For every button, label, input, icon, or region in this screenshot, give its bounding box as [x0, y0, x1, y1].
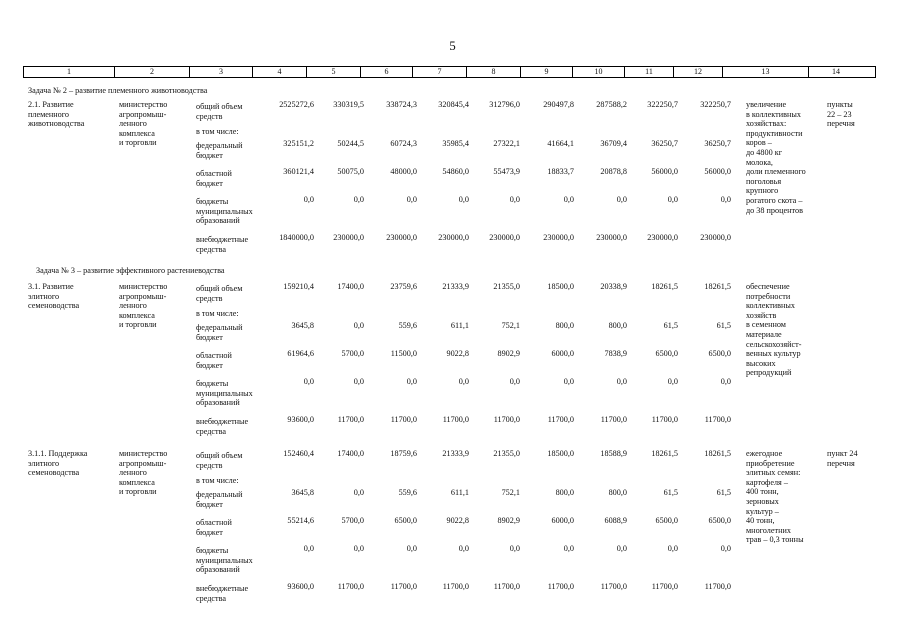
funding-source-label: средства [196, 426, 227, 436]
funding-source-label: образований [196, 398, 240, 408]
executor: ленного [119, 119, 147, 129]
funding-value: 230000,0 [386, 233, 417, 242]
executor: министерство [119, 449, 168, 458]
expected-result: венных культур [746, 349, 801, 359]
funding-value: 559,6 [398, 321, 417, 330]
funding-value: 800,0 [555, 321, 574, 330]
funding-value: 230000,0 [438, 233, 469, 242]
funding-value: 6500,0 [708, 349, 731, 358]
funding-value: 11700,0 [390, 415, 417, 424]
funding-source-label: бюджет [196, 178, 223, 188]
funding-source-label: муниципальных [196, 206, 253, 216]
funding-value: 55214,6 [287, 516, 314, 525]
funding-value: 322250,7 [700, 100, 731, 109]
executor: агропромыш- [119, 109, 167, 119]
funding-value: 752,1 [501, 321, 520, 330]
header-col-9: 9 [521, 67, 573, 77]
executor: комплекса [119, 310, 155, 320]
page-number: 5 [449, 38, 456, 53]
executor: агропромыш- [119, 291, 167, 301]
expected-result: высоких [746, 358, 776, 368]
funding-value: 36250,7 [704, 139, 731, 148]
funding-value: 0,0 [563, 377, 574, 386]
header-col-3: 3 [190, 67, 253, 77]
funding-value: 0,0 [509, 544, 520, 553]
header-col-5: 5 [307, 67, 361, 77]
funding-value: 752,1 [501, 488, 520, 497]
expected-result: материале [746, 330, 782, 339]
funding-source-label: бюджет [196, 499, 223, 509]
measure-name: элитного [28, 291, 60, 301]
expected-result: обеспечение [746, 282, 790, 291]
expected-result: рогатого скота – [746, 196, 803, 205]
expected-result: 400 тонн, [746, 487, 779, 497]
expected-result: трав – 0,3 тонны [746, 535, 804, 545]
funding-value: 18500,0 [547, 449, 574, 458]
executor: и торговли [119, 138, 157, 148]
expected-result: поголовья [746, 176, 782, 186]
funding-value: 611,1 [450, 321, 469, 330]
funding-value: 0,0 [616, 377, 627, 386]
funding-value: 61,5 [716, 321, 731, 330]
funding-value: 0,0 [406, 195, 417, 204]
funding-value: 0,0 [406, 544, 417, 553]
funding-value: 18261,5 [651, 282, 678, 291]
funding-value: 0,0 [353, 544, 364, 553]
expected-result: приобретение [746, 458, 795, 468]
expected-result: хозяйствах: [746, 119, 787, 129]
funding-value: 325151,2 [283, 139, 314, 148]
funding-value: 11700,0 [651, 582, 678, 591]
funding-value: 0,0 [616, 195, 627, 204]
funding-value: 11700,0 [547, 582, 574, 591]
funding-value: 800,0 [608, 488, 627, 497]
header-col-7: 7 [413, 67, 467, 77]
funding-value: 0,0 [353, 321, 364, 330]
funding-value: 9022,8 [446, 349, 469, 358]
funding-value: 0,0 [303, 544, 314, 553]
expected-result: картофеля – [746, 477, 788, 487]
funding-source-label: образований [196, 565, 240, 575]
funding-value: 0,0 [303, 377, 314, 386]
funding-value: 11700,0 [651, 415, 678, 424]
list-reference: пункт 24 [827, 449, 858, 458]
funding-source-label: бюджеты [196, 197, 229, 206]
funding-value: 0,0 [458, 377, 469, 386]
funding-value: 18759,6 [390, 449, 417, 458]
funding-value: 800,0 [608, 321, 627, 330]
funding-value: 93600,0 [287, 415, 314, 424]
funding-value: 559,6 [398, 488, 417, 497]
funding-value: 360121,4 [283, 167, 314, 176]
task-title: Задача № 2 – развитие племенного животноводства [28, 86, 208, 95]
executor: и торговли [119, 320, 157, 330]
funding-source-label: областной [196, 351, 232, 360]
funding-value: 18261,5 [651, 449, 678, 458]
executor: агропромыш- [119, 458, 167, 468]
funding-value: 230000,0 [333, 233, 364, 242]
expected-result: до 4800 кг [746, 148, 783, 157]
funding-value: 330319,5 [333, 100, 364, 109]
funding-value: 55473,9 [493, 167, 520, 176]
funding-source-label: в том числе: [196, 127, 239, 136]
funding-value: 0,0 [353, 488, 364, 497]
expected-result: сельскохозяйст- [746, 339, 802, 349]
header-col-8: 8 [467, 67, 521, 77]
funding-value: 5700,0 [341, 349, 364, 358]
funding-source-label: бюджет [196, 150, 223, 160]
funding-value: 23759,6 [390, 282, 417, 291]
executor: комплекса [119, 477, 155, 487]
funding-value: 0,0 [667, 195, 678, 204]
funding-value: 11700,0 [442, 415, 469, 424]
funding-value: 230000,0 [700, 233, 731, 242]
measure-name: 3.1.1. Поддержка [28, 449, 88, 458]
funding-source-label: средств [196, 293, 223, 303]
funding-value: 61964,6 [287, 349, 314, 358]
funding-value: 18261,5 [704, 449, 731, 458]
executor: ленного [119, 468, 147, 478]
funding-value: 93600,0 [287, 582, 314, 591]
funding-value: 6088,9 [604, 516, 627, 525]
funding-value: 11700,0 [442, 582, 469, 591]
funding-source-label: федеральный [196, 141, 243, 150]
funding-source-label: бюджеты [196, 546, 229, 555]
funding-value: 0,0 [458, 544, 469, 553]
funding-value: 6500,0 [655, 349, 678, 358]
expected-result: в коллективных [746, 109, 801, 119]
funding-source-label: федеральный [196, 490, 243, 499]
funding-source-label: в том числе: [196, 309, 239, 318]
funding-value: 0,0 [720, 195, 731, 204]
funding-value: 50244,5 [337, 139, 364, 148]
expected-result: зерновых [746, 497, 779, 506]
funding-value: 7838,9 [604, 349, 627, 358]
funding-source-label: областной [196, 169, 232, 178]
funding-value: 2525272,6 [279, 100, 314, 109]
funding-value: 0,0 [353, 377, 364, 386]
funding-value: 41664,1 [547, 139, 574, 148]
funding-value: 21333,9 [442, 449, 469, 458]
funding-value: 3645,8 [291, 488, 314, 497]
expected-result: многолетних [746, 525, 791, 535]
header-col-11: 11 [625, 67, 674, 77]
funding-value: 27322,1 [493, 139, 520, 148]
funding-source-label: средства [196, 593, 227, 603]
measure-name: семеноводства [28, 301, 80, 311]
executor: ленного [119, 301, 147, 311]
measure-name: племенного [28, 109, 70, 119]
executor: министерство [119, 100, 168, 109]
funding-value: 48000,0 [390, 167, 417, 176]
funding-source-label: в том числе: [196, 476, 239, 485]
expected-result: хозяйств [746, 310, 777, 320]
header-col-12: 12 [674, 67, 723, 77]
funding-value: 0,0 [720, 377, 731, 386]
funding-value: 230000,0 [489, 233, 520, 242]
task-title: Задача № 3 – развитие эффективного растениеводства [36, 266, 225, 275]
funding-value: 6500,0 [708, 516, 731, 525]
funding-value: 11700,0 [547, 415, 574, 424]
funding-source-label: муниципальных [196, 388, 253, 398]
funding-value: 159210,4 [283, 282, 314, 291]
funding-value: 0,0 [667, 377, 678, 386]
funding-value: 338724,3 [386, 100, 417, 109]
expected-result: репродукций [746, 368, 792, 378]
measure-name: семеноводства [28, 468, 80, 478]
funding-source-label: бюджет [196, 527, 223, 537]
funding-value: 611,1 [450, 488, 469, 497]
executor: и торговли [119, 487, 157, 497]
header-col-2: 2 [115, 67, 190, 77]
header-col-14: 14 [832, 67, 840, 76]
funding-source-label: общий объем [196, 102, 243, 111]
expected-result: коллективных [746, 301, 796, 311]
funding-value: 60724,3 [390, 139, 417, 148]
expected-result: культур – [746, 506, 779, 516]
expected-result: молока, [746, 157, 773, 167]
funding-value: 230000,0 [596, 233, 627, 242]
funding-value: 0,0 [563, 195, 574, 204]
funding-value: 50075,0 [337, 167, 364, 176]
funding-value: 5700,0 [341, 516, 364, 525]
funding-value: 17400,0 [337, 282, 364, 291]
funding-value: 6000,0 [551, 349, 574, 358]
funding-value: 18261,5 [704, 282, 731, 291]
funding-value: 0,0 [509, 195, 520, 204]
funding-value: 0,0 [303, 195, 314, 204]
funding-value: 18500,0 [547, 282, 574, 291]
header-col-4: 4 [253, 67, 307, 77]
funding-source-label: бюджет [196, 360, 223, 370]
funding-value: 9022,8 [446, 516, 469, 525]
measure-name: 2.1. Развитие [28, 100, 74, 109]
expected-result: в семенном [746, 320, 786, 330]
funding-value: 0,0 [406, 377, 417, 386]
funding-value: 17400,0 [337, 449, 364, 458]
list-reference: пункты [827, 100, 853, 109]
funding-source-label: общий объем [196, 284, 243, 293]
funding-value: 11700,0 [390, 582, 417, 591]
funding-value: 230000,0 [647, 233, 678, 242]
funding-value: 6500,0 [655, 516, 678, 525]
funding-value: 230000,0 [543, 233, 574, 242]
funding-value: 0,0 [667, 544, 678, 553]
funding-value: 18588,9 [600, 449, 627, 458]
expected-result: продуктивности [746, 128, 803, 138]
header-col-1: 1 [24, 67, 115, 77]
funding-source-label: образований [196, 216, 240, 226]
funding-value: 35985,4 [442, 139, 469, 148]
header-col-13: 13 [723, 67, 809, 77]
table-header [23, 66, 876, 78]
funding-value: 11700,0 [337, 582, 364, 591]
funding-value: 61,5 [663, 321, 678, 330]
funding-value: 290497,8 [543, 100, 574, 109]
funding-value: 11700,0 [600, 582, 627, 591]
funding-value: 0,0 [509, 377, 520, 386]
expected-result: доли племенного [746, 167, 806, 177]
expected-result: потребности [746, 291, 791, 301]
funding-value: 3645,8 [291, 321, 314, 330]
funding-value: 11700,0 [493, 415, 520, 424]
funding-value: 11700,0 [493, 582, 520, 591]
funding-source-label: внебюджетные [196, 235, 249, 244]
funding-value: 36250,7 [651, 139, 678, 148]
expected-result: коров – [746, 138, 772, 148]
funding-value: 11700,0 [600, 415, 627, 424]
funding-value: 312796,0 [489, 100, 520, 109]
funding-value: 21355,0 [493, 282, 520, 291]
funding-value: 0,0 [563, 544, 574, 553]
funding-value: 8902,9 [497, 349, 520, 358]
funding-value: 11700,0 [337, 415, 364, 424]
header-col-10: 10 [573, 67, 625, 77]
funding-value: 54860,0 [442, 167, 469, 176]
expected-result: до 38 процентов [746, 205, 803, 215]
funding-source-label: внебюджетные [196, 584, 249, 593]
funding-source-label: федеральный [196, 323, 243, 332]
funding-source-label: бюджет [196, 332, 223, 342]
measure-name: животноводства [28, 119, 85, 129]
funding-value: 21355,0 [493, 449, 520, 458]
funding-value: 0,0 [616, 544, 627, 553]
funding-value: 0,0 [720, 544, 731, 553]
funding-value: 11700,0 [704, 582, 731, 591]
funding-value: 287588,2 [596, 100, 627, 109]
funding-source-label: внебюджетные [196, 417, 249, 426]
expected-result: элитных семян: [746, 468, 801, 478]
funding-value: 0,0 [353, 195, 364, 204]
funding-value: 6500,0 [394, 516, 417, 525]
measure-name: элитного [28, 458, 60, 468]
funding-value: 152460,4 [283, 449, 314, 458]
funding-value: 0,0 [458, 195, 469, 204]
executor: министерство [119, 282, 168, 291]
funding-value: 11500,0 [390, 349, 417, 358]
funding-value: 322250,7 [647, 100, 678, 109]
funding-value: 18833,7 [547, 167, 574, 176]
funding-source-label: бюджеты [196, 379, 229, 388]
list-reference: 22 – 23 [827, 109, 852, 119]
funding-value: 56000,0 [651, 167, 678, 176]
funding-source-label: средства [196, 244, 227, 254]
funding-value: 320845,4 [438, 100, 469, 109]
expected-result: увеличение [746, 100, 787, 109]
funding-value: 61,5 [716, 488, 731, 497]
funding-value: 21333,9 [442, 282, 469, 291]
header-col-6: 6 [361, 67, 413, 77]
list-reference: перечня [827, 458, 855, 468]
funding-source-label: областной [196, 518, 232, 527]
funding-value: 6000,0 [551, 516, 574, 525]
funding-value: 11700,0 [704, 415, 731, 424]
funding-source-label: средств [196, 460, 223, 470]
executor: комплекса [119, 128, 155, 138]
funding-value: 36709,4 [600, 139, 627, 148]
funding-value: 20878,8 [600, 167, 627, 176]
funding-value: 56000,0 [704, 167, 731, 176]
funding-source-label: средств [196, 111, 223, 121]
list-reference: перечня [827, 119, 855, 129]
expected-result: крупного [746, 186, 779, 196]
funding-value: 1840000,0 [279, 233, 314, 242]
funding-source-label: общий объем [196, 451, 243, 460]
funding-value: 61,5 [663, 488, 678, 497]
funding-value: 800,0 [555, 488, 574, 497]
funding-value: 8902,9 [497, 516, 520, 525]
measure-name: 3.1. Развитие [28, 282, 74, 291]
expected-result: 40 тонн, [746, 516, 775, 526]
funding-source-label: муниципальных [196, 555, 253, 565]
expected-result: ежегодное [746, 449, 783, 458]
funding-value: 20338,9 [600, 282, 627, 291]
